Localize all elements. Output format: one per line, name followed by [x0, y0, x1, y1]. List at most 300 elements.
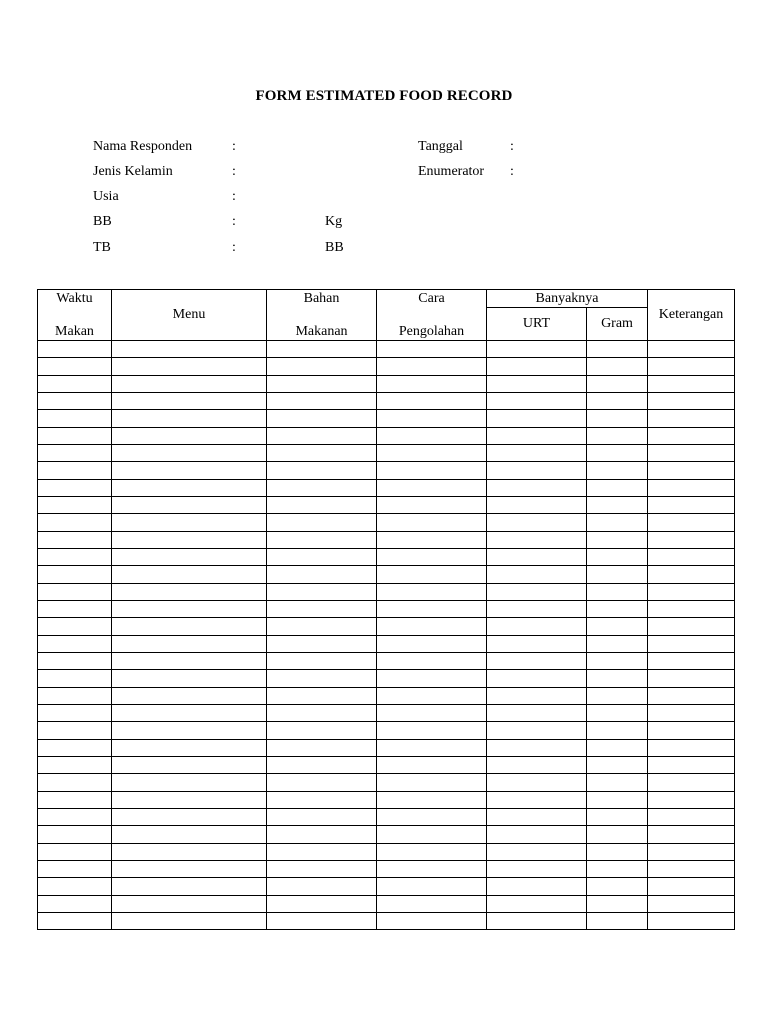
cell-urt[interactable]	[487, 618, 587, 635]
label-tb: TB	[93, 240, 111, 255]
cell-cara-pengolahan[interactable]	[377, 462, 487, 479]
cell-keterangan[interactable]	[648, 860, 735, 877]
cell-keterangan[interactable]	[648, 756, 735, 773]
cell-keterangan[interactable]	[648, 618, 735, 635]
cell-gram[interactable]	[587, 392, 648, 409]
cell-keterangan[interactable]	[648, 341, 735, 358]
cell-cara-pengolahan[interactable]	[377, 756, 487, 773]
table-row	[38, 652, 735, 669]
cell-gram[interactable]	[587, 410, 648, 427]
cell-waktu-makan[interactable]	[38, 496, 112, 513]
cell-waktu-makan[interactable]	[38, 722, 112, 739]
cell-bahan-makanan[interactable]	[267, 808, 377, 825]
cell-waktu-makan[interactable]	[38, 826, 112, 843]
cell-bahan-makanan[interactable]	[267, 496, 377, 513]
cell-waktu-makan[interactable]	[38, 392, 112, 409]
cell-menu[interactable]	[112, 670, 267, 687]
cell-waktu-makan[interactable]	[38, 791, 112, 808]
table-row	[38, 427, 735, 444]
cell-menu[interactable]	[112, 566, 267, 583]
cell-keterangan[interactable]	[648, 514, 735, 531]
cell-cara-pengolahan[interactable]	[377, 774, 487, 791]
cell-cara-pengolahan[interactable]	[377, 341, 487, 358]
cell-keterangan[interactable]	[648, 808, 735, 825]
table-row	[38, 444, 735, 461]
cell-menu[interactable]	[112, 826, 267, 843]
cell-urt[interactable]	[487, 739, 587, 756]
table-row	[38, 756, 735, 773]
cell-gram[interactable]	[587, 687, 648, 704]
cell-bahan-makanan[interactable]	[267, 618, 377, 635]
cell-menu[interactable]	[112, 600, 267, 617]
cell-gram[interactable]	[587, 566, 648, 583]
cell-menu[interactable]	[112, 410, 267, 427]
cell-menu[interactable]	[112, 358, 267, 375]
cell-waktu-makan[interactable]	[38, 410, 112, 427]
cell-keterangan[interactable]	[648, 895, 735, 912]
cell-gram[interactable]	[587, 739, 648, 756]
cell-menu[interactable]	[112, 514, 267, 531]
cell-cara-pengolahan[interactable]	[377, 496, 487, 513]
cell-gram[interactable]	[587, 496, 648, 513]
cell-cara-pengolahan[interactable]	[377, 618, 487, 635]
cell-cara-pengolahan[interactable]	[377, 687, 487, 704]
cell-urt[interactable]	[487, 531, 587, 548]
cell-urt[interactable]	[487, 462, 587, 479]
cell-bahan-makanan[interactable]	[267, 791, 377, 808]
cell-keterangan[interactable]	[648, 878, 735, 895]
cell-keterangan[interactable]	[648, 687, 735, 704]
table-body	[38, 341, 735, 930]
header-keterangan: Keterangan	[648, 290, 735, 341]
cell-bahan-makanan[interactable]	[267, 878, 377, 895]
cell-cara-pengolahan[interactable]	[377, 670, 487, 687]
cell-cara-pengolahan[interactable]	[377, 392, 487, 409]
cell-keterangan[interactable]	[648, 548, 735, 565]
cell-keterangan[interactable]	[648, 826, 735, 843]
cell-gram[interactable]	[587, 722, 648, 739]
cell-keterangan[interactable]	[648, 583, 735, 600]
table-row	[38, 739, 735, 756]
cell-gram[interactable]	[587, 479, 648, 496]
cell-gram[interactable]	[587, 462, 648, 479]
cell-gram[interactable]	[587, 514, 648, 531]
cell-cara-pengolahan[interactable]	[377, 652, 487, 669]
header-bahan-makanan	[267, 290, 377, 341]
cell-waktu-makan[interactable]	[38, 895, 112, 912]
cell-gram[interactable]	[587, 808, 648, 825]
cell-urt[interactable]	[487, 860, 587, 877]
cell-bahan-makanan[interactable]	[267, 341, 377, 358]
table-row	[38, 392, 735, 409]
table-row	[38, 843, 735, 860]
colon-jenis-kelamin: :	[232, 164, 236, 179]
cell-cara-pengolahan[interactable]	[377, 722, 487, 739]
cell-waktu-makan[interactable]	[38, 531, 112, 548]
cell-gram[interactable]	[587, 912, 648, 929]
cell-keterangan[interactable]	[648, 600, 735, 617]
cell-waktu-makan[interactable]	[38, 600, 112, 617]
cell-bahan-makanan[interactable]	[267, 739, 377, 756]
cell-cara-pengolahan[interactable]	[377, 531, 487, 548]
cell-waktu-makan[interactable]	[38, 739, 112, 756]
cell-keterangan[interactable]	[648, 791, 735, 808]
table-row	[38, 860, 735, 877]
table-row	[38, 791, 735, 808]
form-title: FORM ESTIMATED FOOD RECORD	[255, 88, 513, 104]
header-cara-pengolahan	[377, 290, 487, 341]
header-cara-line1: Cara	[418, 291, 445, 306]
cell-urt[interactable]	[487, 600, 587, 617]
cell-bahan-makanan[interactable]	[267, 704, 377, 721]
cell-keterangan[interactable]	[648, 652, 735, 669]
cell-cara-pengolahan[interactable]	[377, 427, 487, 444]
cell-menu[interactable]	[112, 427, 267, 444]
cell-waktu-makan[interactable]	[38, 566, 112, 583]
header-bahan-line2: Makanan	[295, 324, 348, 339]
cell-waktu-makan[interactable]	[38, 583, 112, 600]
table-row	[38, 496, 735, 513]
cell-cara-pengolahan[interactable]	[377, 635, 487, 652]
cell-gram[interactable]	[587, 583, 648, 600]
cell-gram[interactable]	[587, 618, 648, 635]
cell-waktu-makan[interactable]	[38, 687, 112, 704]
cell-keterangan[interactable]	[648, 843, 735, 860]
header-bahan-line1: Bahan	[303, 291, 340, 306]
label-tanggal: Tanggal	[418, 139, 463, 154]
cell-waktu-makan[interactable]	[38, 756, 112, 773]
cell-cara-pengolahan[interactable]	[377, 843, 487, 860]
cell-menu[interactable]	[112, 392, 267, 409]
table-row	[38, 722, 735, 739]
cell-keterangan[interactable]	[648, 704, 735, 721]
cell-menu[interactable]	[112, 531, 267, 548]
cell-gram[interactable]	[587, 427, 648, 444]
cell-urt[interactable]	[487, 375, 587, 392]
cell-menu[interactable]	[112, 341, 267, 358]
cell-bahan-makanan[interactable]	[267, 860, 377, 877]
cell-menu[interactable]	[112, 878, 267, 895]
table-row	[38, 600, 735, 617]
cell-menu[interactable]	[112, 618, 267, 635]
cell-urt[interactable]	[487, 826, 587, 843]
cell-cara-pengolahan[interactable]	[377, 375, 487, 392]
cell-keterangan[interactable]	[648, 912, 735, 929]
table-row	[38, 895, 735, 912]
cell-cara-pengolahan[interactable]	[377, 791, 487, 808]
cell-urt[interactable]	[487, 895, 587, 912]
table-row	[38, 912, 735, 929]
cell-menu[interactable]	[112, 739, 267, 756]
cell-menu[interactable]	[112, 687, 267, 704]
table-row	[38, 670, 735, 687]
cell-keterangan[interactable]	[648, 392, 735, 409]
cell-gram[interactable]	[587, 444, 648, 461]
cell-cara-pengolahan[interactable]	[377, 583, 487, 600]
cell-menu[interactable]	[112, 635, 267, 652]
cell-urt[interactable]	[487, 444, 587, 461]
cell-waktu-makan[interactable]	[38, 341, 112, 358]
cell-keterangan[interactable]	[648, 427, 735, 444]
cell-waktu-makan[interactable]	[38, 462, 112, 479]
cell-gram[interactable]	[587, 531, 648, 548]
cell-bahan-makanan[interactable]	[267, 687, 377, 704]
cell-cara-pengolahan[interactable]	[377, 444, 487, 461]
cell-menu[interactable]	[112, 808, 267, 825]
cell-menu[interactable]	[112, 444, 267, 461]
cell-waktu-makan[interactable]	[38, 704, 112, 721]
cell-bahan-makanan[interactable]	[267, 566, 377, 583]
cell-waktu-makan[interactable]	[38, 878, 112, 895]
cell-waktu-makan[interactable]	[38, 548, 112, 565]
cell-cara-pengolahan[interactable]	[377, 566, 487, 583]
colon-tb: :	[232, 240, 236, 255]
cell-urt[interactable]	[487, 392, 587, 409]
cell-menu[interactable]	[112, 548, 267, 565]
cell-menu[interactable]	[112, 860, 267, 877]
table-row	[38, 826, 735, 843]
cell-gram[interactable]	[587, 341, 648, 358]
table-row	[38, 531, 735, 548]
cell-bahan-makanan[interactable]	[267, 756, 377, 773]
cell-cara-pengolahan[interactable]	[377, 514, 487, 531]
cell-urt[interactable]	[487, 583, 587, 600]
table-row	[38, 375, 735, 392]
cell-menu[interactable]	[112, 652, 267, 669]
cell-urt[interactable]	[487, 341, 587, 358]
cell-keterangan[interactable]	[648, 479, 735, 496]
cell-keterangan[interactable]	[648, 722, 735, 739]
table-row	[38, 618, 735, 635]
table-row	[38, 583, 735, 600]
cell-waktu-makan[interactable]	[38, 618, 112, 635]
cell-urt[interactable]	[487, 808, 587, 825]
cell-bahan-makanan[interactable]	[267, 427, 377, 444]
cell-bahan-makanan[interactable]	[267, 826, 377, 843]
cell-bahan-makanan[interactable]	[267, 444, 377, 461]
cell-urt[interactable]	[487, 687, 587, 704]
cell-menu[interactable]	[112, 843, 267, 860]
table-row	[38, 479, 735, 496]
cell-urt[interactable]	[487, 496, 587, 513]
cell-gram[interactable]	[587, 600, 648, 617]
cell-urt[interactable]	[487, 791, 587, 808]
cell-keterangan[interactable]	[648, 635, 735, 652]
cell-bahan-makanan[interactable]	[267, 375, 377, 392]
cell-bahan-makanan[interactable]	[267, 583, 377, 600]
cell-cara-pengolahan[interactable]	[377, 895, 487, 912]
cell-gram[interactable]	[587, 843, 648, 860]
cell-gram[interactable]	[587, 791, 648, 808]
table-row	[38, 548, 735, 565]
cell-bahan-makanan[interactable]	[267, 843, 377, 860]
cell-urt[interactable]	[487, 756, 587, 773]
cell-urt[interactable]	[487, 358, 587, 375]
cell-bahan-makanan[interactable]	[267, 514, 377, 531]
cell-gram[interactable]	[587, 704, 648, 721]
table-row	[38, 704, 735, 721]
cell-waktu-makan[interactable]	[38, 774, 112, 791]
cell-gram[interactable]	[587, 878, 648, 895]
colon-tanggal: :	[510, 139, 514, 154]
colon-bb: :	[232, 214, 236, 229]
cell-menu[interactable]	[112, 791, 267, 808]
table-row	[38, 462, 735, 479]
cell-menu[interactable]	[112, 583, 267, 600]
cell-bahan-makanan[interactable]	[267, 531, 377, 548]
cell-urt[interactable]	[487, 410, 587, 427]
cell-bahan-makanan[interactable]	[267, 722, 377, 739]
cell-cara-pengolahan[interactable]	[377, 860, 487, 877]
cell-cara-pengolahan[interactable]	[377, 600, 487, 617]
cell-keterangan[interactable]	[648, 410, 735, 427]
cell-cara-pengolahan[interactable]	[377, 358, 487, 375]
table-row	[38, 635, 735, 652]
cell-cara-pengolahan[interactable]	[377, 548, 487, 565]
header-waktu-makan	[38, 290, 112, 341]
cell-urt[interactable]	[487, 427, 587, 444]
cell-keterangan[interactable]	[648, 444, 735, 461]
cell-menu[interactable]	[112, 462, 267, 479]
cell-gram[interactable]	[587, 826, 648, 843]
cell-gram[interactable]	[587, 635, 648, 652]
cell-waktu-makan[interactable]	[38, 444, 112, 461]
label-nama-responden: Nama Responden	[93, 139, 193, 154]
header-waktu-line2: Makan	[55, 324, 94, 339]
cell-waktu-makan[interactable]	[38, 514, 112, 531]
cell-menu[interactable]	[112, 479, 267, 496]
cell-menu[interactable]	[112, 722, 267, 739]
table-row	[38, 774, 735, 791]
cell-keterangan[interactable]	[648, 462, 735, 479]
cell-waktu-makan[interactable]	[38, 427, 112, 444]
cell-cara-pengolahan[interactable]	[377, 878, 487, 895]
cell-bahan-makanan[interactable]	[267, 912, 377, 929]
cell-menu[interactable]	[112, 496, 267, 513]
cell-urt[interactable]	[487, 514, 587, 531]
header-menu: Menu	[112, 290, 267, 341]
cell-cara-pengolahan[interactable]	[377, 808, 487, 825]
cell-keterangan[interactable]	[648, 566, 735, 583]
label-jenis-kelamin: Jenis Kelamin	[93, 164, 173, 179]
cell-keterangan[interactable]	[648, 496, 735, 513]
cell-menu[interactable]	[112, 774, 267, 791]
cell-gram[interactable]	[587, 375, 648, 392]
cell-cara-pengolahan[interactable]	[377, 479, 487, 496]
cell-waktu-makan[interactable]	[38, 843, 112, 860]
cell-keterangan[interactable]	[648, 375, 735, 392]
label-enumerator: Enumerator	[418, 164, 485, 179]
cell-bahan-makanan[interactable]	[267, 652, 377, 669]
header-banyaknya: Banyaknya	[487, 290, 648, 308]
cell-cara-pengolahan[interactable]	[377, 410, 487, 427]
cell-keterangan[interactable]	[648, 358, 735, 375]
cell-keterangan[interactable]	[648, 670, 735, 687]
cell-keterangan[interactable]	[648, 531, 735, 548]
cell-urt[interactable]	[487, 548, 587, 565]
food-record-table	[37, 289, 735, 930]
cell-bahan-makanan[interactable]	[267, 548, 377, 565]
cell-gram[interactable]	[587, 756, 648, 773]
cell-menu[interactable]	[112, 912, 267, 929]
cell-cara-pengolahan[interactable]	[377, 739, 487, 756]
cell-cara-pengolahan[interactable]	[377, 912, 487, 929]
cell-waktu-makan[interactable]	[38, 652, 112, 669]
cell-urt[interactable]	[487, 635, 587, 652]
cell-gram[interactable]	[587, 774, 648, 791]
label-usia: Usia	[93, 189, 119, 204]
cell-gram[interactable]	[587, 652, 648, 669]
cell-urt[interactable]	[487, 479, 587, 496]
cell-bahan-makanan[interactable]	[267, 774, 377, 791]
cell-menu[interactable]	[112, 704, 267, 721]
table-row	[38, 687, 735, 704]
cell-menu[interactable]	[112, 895, 267, 912]
cell-urt[interactable]	[487, 652, 587, 669]
table-row	[38, 808, 735, 825]
cell-bahan-makanan[interactable]	[267, 479, 377, 496]
table-row	[38, 410, 735, 427]
cell-urt[interactable]	[487, 774, 587, 791]
cell-bahan-makanan[interactable]	[267, 895, 377, 912]
cell-urt[interactable]	[487, 670, 587, 687]
cell-cara-pengolahan[interactable]	[377, 826, 487, 843]
colon-enumerator: :	[510, 164, 514, 179]
cell-waktu-makan[interactable]	[38, 808, 112, 825]
table-row	[38, 341, 735, 358]
cell-urt[interactable]	[487, 843, 587, 860]
table-row	[38, 566, 735, 583]
cell-bahan-makanan[interactable]	[267, 392, 377, 409]
table-row	[38, 358, 735, 375]
label-bb: BB	[93, 214, 112, 229]
cell-waktu-makan[interactable]	[38, 358, 112, 375]
cell-bahan-makanan[interactable]	[267, 410, 377, 427]
cell-gram[interactable]	[587, 358, 648, 375]
cell-waktu-makan[interactable]	[38, 479, 112, 496]
colon-usia: :	[232, 189, 236, 204]
cell-urt[interactable]	[487, 878, 587, 895]
cell-bahan-makanan[interactable]	[267, 670, 377, 687]
cell-gram[interactable]	[587, 895, 648, 912]
cell-gram[interactable]	[587, 860, 648, 877]
cell-waktu-makan[interactable]	[38, 375, 112, 392]
unit-kg: Kg	[325, 214, 343, 229]
cell-waktu-makan[interactable]	[38, 670, 112, 687]
cell-urt[interactable]	[487, 912, 587, 929]
cell-urt[interactable]	[487, 722, 587, 739]
cell-urt[interactable]	[487, 704, 587, 721]
cell-menu[interactable]	[112, 375, 267, 392]
cell-waktu-makan[interactable]	[38, 860, 112, 877]
cell-bahan-makanan[interactable]	[267, 635, 377, 652]
table-row	[38, 514, 735, 531]
cell-cara-pengolahan[interactable]	[377, 704, 487, 721]
cell-keterangan[interactable]	[648, 739, 735, 756]
cell-gram[interactable]	[587, 670, 648, 687]
cell-keterangan[interactable]	[648, 774, 735, 791]
header-urt: URT	[487, 308, 587, 341]
cell-menu[interactable]	[112, 756, 267, 773]
cell-urt[interactable]	[487, 566, 587, 583]
cell-waktu-makan[interactable]	[38, 912, 112, 929]
cell-bahan-makanan[interactable]	[267, 358, 377, 375]
cell-gram[interactable]	[587, 548, 648, 565]
cell-bahan-makanan[interactable]	[267, 462, 377, 479]
cell-waktu-makan[interactable]	[38, 635, 112, 652]
cell-bahan-makanan[interactable]	[267, 600, 377, 617]
unit-bb: BB	[325, 240, 344, 255]
